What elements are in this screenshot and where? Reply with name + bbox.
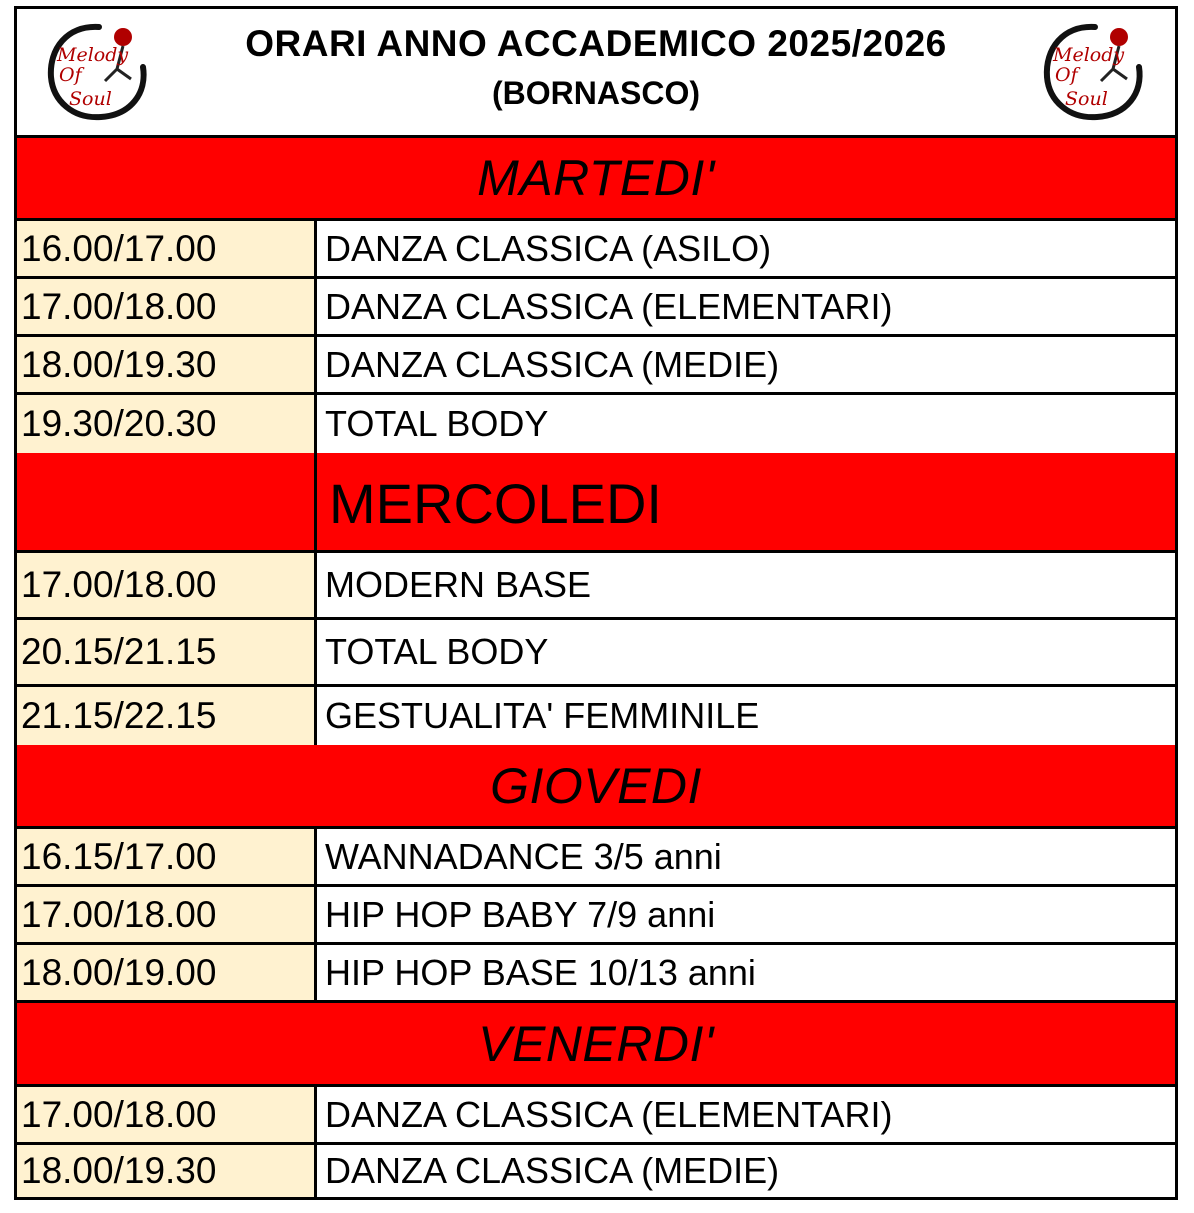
lesson-course: GESTUALITA' FEMMINILE — [317, 687, 1175, 745]
lesson-time: 18.00/19.30 — [17, 337, 317, 392]
lesson-time: 20.15/21.15 — [17, 620, 317, 684]
day-header-mercoledi — [17, 453, 1175, 553]
table-row — [17, 687, 1175, 745]
day-header-martedi — [17, 138, 1175, 221]
table-row — [17, 337, 1175, 395]
lesson-time: 16.00/17.00 — [17, 221, 317, 276]
svg-text:Melody: Melody — [57, 44, 129, 66]
lesson-time: 17.00/18.00 — [17, 1087, 317, 1142]
lesson-course: WANNADANCE 3/5 anni — [317, 829, 1175, 884]
day-title: VENERDI' — [478, 1015, 714, 1072]
lesson-course: DANZA CLASSICA (ELEMENTARI) — [317, 279, 1175, 334]
svg-text:Soul: Soul — [69, 88, 112, 110]
day-title: GIOVEDI — [490, 757, 702, 814]
lesson-time: 18.00/19.00 — [17, 945, 317, 1000]
table-row — [17, 221, 1175, 279]
svg-text:Melody: Melody — [1053, 44, 1125, 66]
schedule-table — [14, 6, 1178, 1200]
table-row — [17, 887, 1175, 945]
day-title: MERCOLEDI — [317, 453, 1175, 550]
table-row — [17, 829, 1175, 887]
svg-text:Soul: Soul — [1065, 88, 1108, 110]
lesson-time: 17.00/18.00 — [17, 279, 317, 334]
dancer-logo-icon — [1035, 19, 1153, 125]
lesson-course: TOTAL BODY — [317, 395, 1175, 453]
table-row — [17, 1087, 1175, 1145]
page-subtitle: (BORNASCO) — [492, 75, 700, 111]
table-row — [17, 395, 1175, 453]
lesson-time: 19.30/20.30 — [17, 395, 317, 453]
day-header-spacer — [17, 453, 317, 550]
lesson-course: HIP HOP BASE 10/13 anni — [317, 945, 1175, 1000]
day-header-giovedi — [17, 745, 1175, 829]
table-row — [17, 620, 1175, 687]
svg-text:Of: Of — [59, 64, 82, 86]
lesson-course: MODERN BASE — [317, 553, 1175, 617]
lesson-course: DANZA CLASSICA (ASILO) — [317, 221, 1175, 276]
lesson-course: DANZA CLASSICA (ELEMENTARI) — [317, 1087, 1175, 1142]
page-title: ORARI ANNO ACCADEMICO 2025/2026 — [245, 23, 947, 64]
lesson-course: DANZA CLASSICA (MEDIE) — [317, 1145, 1175, 1197]
lesson-course: HIP HOP BABY 7/9 anni — [317, 887, 1175, 942]
lesson-time: 16.15/17.00 — [17, 829, 317, 884]
lesson-time: 17.00/18.00 — [17, 553, 317, 617]
table-row — [17, 945, 1175, 1003]
table-row — [17, 553, 1175, 620]
svg-text:Of: Of — [1055, 64, 1078, 86]
lesson-course: TOTAL BODY — [317, 620, 1175, 684]
day-title: MARTEDI' — [477, 150, 715, 206]
table-header — [17, 9, 1175, 138]
day-header-venerdi — [17, 1003, 1175, 1087]
lesson-time: 17.00/18.00 — [17, 887, 317, 942]
table-row — [17, 279, 1175, 337]
table-row — [17, 1145, 1175, 1197]
lesson-course: DANZA CLASSICA (MEDIE) — [317, 337, 1175, 392]
lesson-time: 21.15/22.15 — [17, 687, 317, 745]
lesson-time: 18.00/19.30 — [17, 1145, 317, 1197]
